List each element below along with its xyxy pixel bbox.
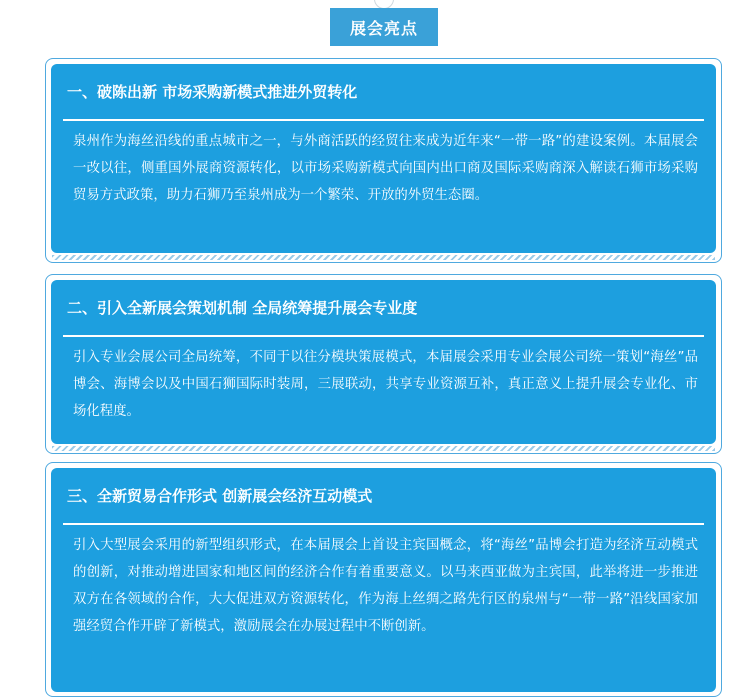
highlight-card-1 — [45, 58, 722, 263]
card-body-text: 泉州作为海丝沿线的重点城市之一，与外商活跃的经贸往来成为近年来“一带一路”的建设案例。本届展会一改以往，侧重国外展商资源转化，以市场采购新模式向国内出口商及国际采购商深入解读石狮市场采购贸易方式政策，助力石狮乃至泉州成为一个繁荣、开放的外贸生态圈。 — [73, 134, 698, 203]
card-heading: 三、全新贸易合作形式 创新展会经济互动模式 — [67, 487, 373, 505]
card-body-text: 引入大型展会采用的新型组织形式，在本届展会上首设主宾国概念，将“海丝”品博会打造为经济互动模式的创新，对推动增进国家和地区间的经济合作有着重要意义。以马来西亚做为主宾国，此举将进一步推进双方在各领域的合作，大大促进双方资源转化，作为海上丝绸之路先行区的泉州与“一带一路”沿线国家加强经贸合作开辟了新模式，激励展会在办展过程中不断创新。 — [73, 538, 698, 634]
card-stripe-decoration — [52, 255, 715, 260]
section-title — [330, 0, 438, 48]
highlight-card-3 — [45, 462, 722, 697]
card-heading: 一、破陈出新 市场采购新模式推进外贸转化 — [67, 83, 358, 101]
card-stripe-decoration — [52, 446, 715, 451]
card-body-text: 引入专业会展公司全局统筹，不同于以往分模块策展模式，本届展会采用专业会展公司统一策划“海丝”品博会、海博会以及中国石狮国际时装周，三展联动，共享专业资源互补，真正意义上提升展会专业化、市场化程度。 — [73, 350, 698, 419]
page-title: 展会亮点 — [330, 8, 438, 46]
card-heading: 二、引入全新展会策划机制 全局统筹提升展会专业度 — [67, 299, 418, 317]
highlight-card-2 — [45, 274, 722, 454]
